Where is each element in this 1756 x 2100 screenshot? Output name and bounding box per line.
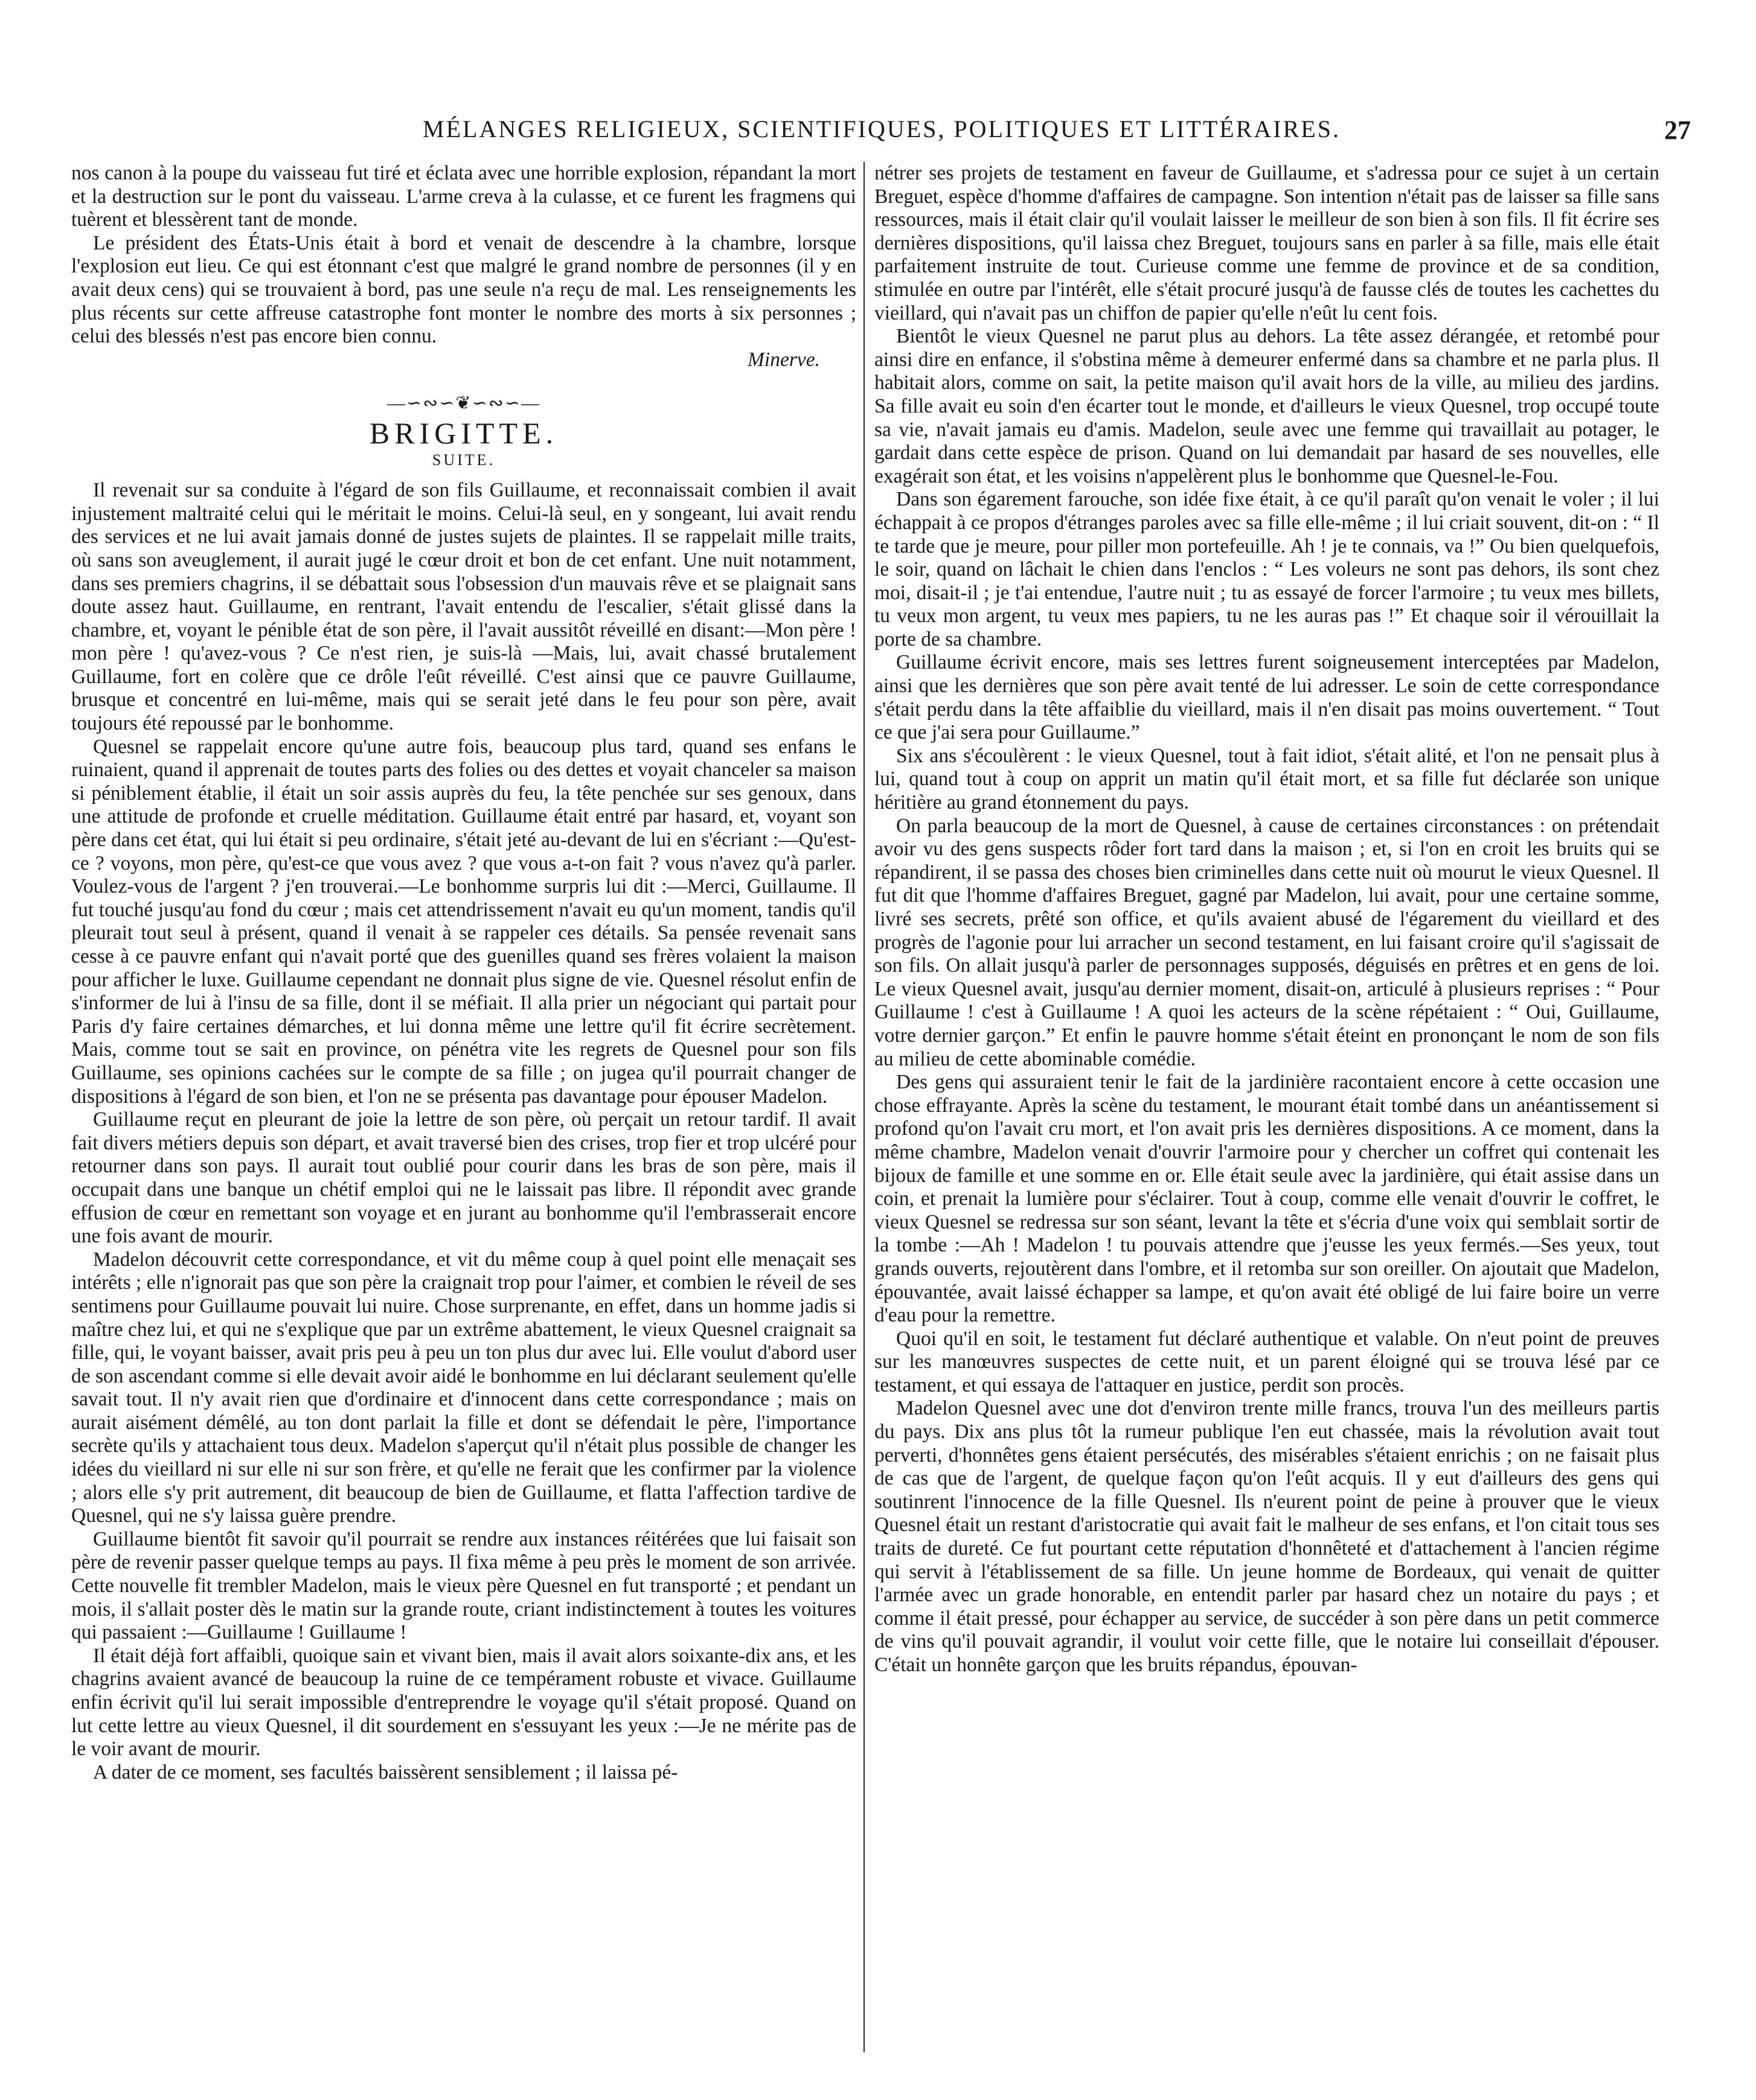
column-divider [864,162,865,2052]
ornamental-divider: —∽∾∽❦∽∾∽— [387,393,540,414]
source-signature: Minerve. [748,348,820,371]
news-paragraph: Le président des États-Unis était à bord et venait de descendre à la chambre, lorsque l'explosion eut lieu. Ce qui est étonnant c'est que malgré le grand nombre de personnes (il y en avait deux cens) qui se trouvaient à bord, pas une seule n'a reçu de mal. Les renseignements les plus récents sur cette affreuse catastrophe font monter le nombre des morts à six personnes ; celui des blessés n'est pas encore bien connu. [71,231,856,348]
story-paragraph: Quesnel se rappelait encore qu'une autre fois, beaucoup plus tard, quand ses enfans le ruinaient, quand il apprenait de toutes parts des folies ou des dettes et voyait chanceler sa maison si péniblement établie, il était un soir assis auprès du feu, la tête penchée sur ses genoux, dans une attitude de profonde et cruelle méditation. Guillaume était entré par hasard, et, voyant son père dans cet état, qui lui était si peu ordinaire, s'était jeté au-devant de lui en s'écriant :—Qu'est-ce ? voyons, mon père, qu'est-ce que vous avez ? que vous a-t-on fait ? vous n'avez qu'à parler. Voulez-vous de l'argent ? j'en trouverai.—Le bonhomme surpris lui dit :—Merci, Guillaume. Il fut touché jusqu'au fond du cœur ; mais cet attendrissement n'avait eu qu'un moment, tandis qu'il pleurait tout seul à présent, quand il venait à se rappeler ces détails. Sa pensée revenait sans cesse à ce pauvre enfant qui n'avait porté que des guenilles quand ses frères volaient la maison pour afficher le luxe. Guillaume cependant ne donnait plus signe de vie. Quesnel résolut enfin de s'informer de lui à l'insu de sa fille, dont il se méfiait. Il alla prier un négociant qui partait pour Paris d'y faire certaines démarches, et lui donna même une lettre qu'il fit écrire secrètement. Mais, comme tout se sait en province, on pénétra vite les regrets de Quesnel pour son fils Guillaume, ses opinions cachées sur le compte de sa fille ; on jugea qu'il pourrait changer de dispositions à l'égard de son bien, et l'on ne se présenta pas davantage pour épouser Madelon. [71,735,856,1108]
story-paragraph: Madelon découvrit cette correspondance, et vit du même coup à quel point elle menaçait ses intérêts ; elle n'ignorait pas que son père la craignait trop pour l'aimer, et combien le réveil de ses sentimens pour Guillaume pouvait lui nuire. Chose surprenante, en effet, dans un homme jadis si maître chez lui, et qui ne s'explique que par un extrême abattement, le vieux Quesnel craignait sa fille, qui, le voyant baisser, avait pris peu à peu un ton plus dur avec lui. Elle voulut d'abord user de son ascendant comme si elle devait avoir aidé le bonhomme en lui déclarant seulement qu'elle savait tout. Il n'y avait rien que d'ordinaire et d'innocent dans cette correspondance ; mais on aurait aisément démêlé, au ton dont parlait la fille et dont se défendait le père, l'importance secrète qu'ils y attachaient tous deux. Madelon s'aperçut qu'il n'était plus possible de changer les idées du vieillard ni sur elle ni sur son frère, et qu'elle ne ferait que les confirmer par la violence ; alors elle s'y prit autrement, dit beaucoup de bien de Guillaume, et flatta l'affection tardive de Quesnel, qui ne s'y laissa guère prendre. [71,1248,856,1527]
story-paragraph: Dans son égarement farouche, son idée fixe était, à ce qu'il paraît qu'on venait le voler ; il lui échappait à ce propos d'étranges paroles avec sa fille elle-même ; il lui criait souvent, dit-on : “ Il te tarde que je meure, pour piller mon portefeuille. Ah ! je te connais, va !” Ou bien quelquefois, le soir, quand on lâchait le chien dans l'enclos : “ Les voleurs ne sont pas dehors, ils sont chez moi, disait-il ; je t'ai entendue, l'autre nuit ; tu as essayé de forcer l'armoire ; tu veux mes billets, tu veux mon argent, tu veux mes papiers, tu ne les auras pas !” Et chaque soir il vérouillait la porte de sa chambre. [874,488,1659,650]
story-paragraph: Il était déjà fort affaibli, quoique sain et vivant bien, mais il avait alors soixante-dix ans, et les chagrins avaient avancé de beaucoup la ruine de ce tempérament robuste et vivace. Guillaume enfin écrivit qu'il lui serait impossible d'entreprendre le voyage qu'il s'était proposé. Quand on lut cette lettre au vieux Quesnel, il dit sourdement en s'essuyant les yeux :—Je ne mérite pas de le voir avant de mourir. [71,1644,856,1761]
running-title: MÉLANGES RELIGIEUX, SCIENTIFIQUES, POLITIQUES ET LITTÉRAIRES. [423,115,1341,143]
right-column [874,162,1659,2052]
story-paragraph: Bientôt le vieux Quesnel ne parut plus au dehors. La tête assez dérangée, et retombé pour ainsi dire en enfance, il s'obstina même à demeurer enfermé dans sa chambre et ne parla plus. Il habitait alors, comme on sait, la petite maison qu'il avait hors de la ville, au milieu des jardins. Sa fille avait eu soin d'en écarter tout le monde, et d'ailleurs le vieux Quesnel, trop occupé toute sa vie, n'avait jamais eu d'amis. Madelon, seule avec une femme qui travaillait au potager, le gardait dans cette espèce de prison. Quand on lui demandait par hasard de ses nouvelles, elle exagérait son état, et les voisins n'appelèrent plus le bonhomme que Quesnel-le-Fou. [874,325,1659,487]
story-paragraph: Il revenait sur sa conduite à l'égard de son fils Guillaume, et reconnaissait combien il avait injustement maltraité celui qui le méritait le moins. Celui-là seul, en y songeant, lui avait rendu des services et ne lui avait jamais donné de justes sujets de plaintes. Il se rappelait mille traits, où sans son aveuglement, il aurait jugé le cœur droit et bon de cet enfant. Une nuit notamment, dans ses premiers chagrins, il se débattait sous l'obsession d'un mauvais rêve et se plaignait sans doute assez haut. Guillaume, en rentrant, l'avait entendu de l'escalier, s'était glissé dans la chambre, et, voyant le pénible état de son père, il l'avait aussitôt réveillé en disant:—Mon père ! mon père ! qu'avez-vous ? Ce n'est rien, je suis-là —Mais, lui, avait chassé brutalement Guillaume, fort en colère que ce drôle l'eût réveillé. C'est ainsi que ce pauvre Guillaume, brusque et concentré en lui-même, mais qui se serait jeté dans le feu pour son père, avait toujours été repoussé par le bonhomme. [71,479,856,735]
story-paragraph: nétrer ses projets de testament en faveur de Guillaume, et s'adressa pour ce sujet à un certain Breguet, espèce d'homme d'affaires de campagne. Son intention n'était pas de laisser sa fille sans ressources, mais il était clair qu'il voulait laisser le meilleur de son bien à son fils. Il fit écrire ses dernières dispositions, qu'il laissa chez Breguet, toujours sans en parler à sa fille, mais elle était parfaitement instruite de tout. Curieuse comme une femme de province et de sa condition, stimulée en outre par l'intérêt, elle s'était procuré jusqu'à de fausse clés de toutes les cachettes du vieillard, qui n'avait pas un chiffon de papier qu'elle n'eût lu cent fois. [874,162,1659,324]
page-header [72,115,1691,157]
news-paragraph: nos canon à la poupe du vaisseau fut tiré et éclata avec une horrible explosion, répandant la mort et la destruction sur le pont du vaisseau. L'arme creva à la culasse, et ce furent les fragmens qui tuèrent et blessèrent tant de monde. [71,162,856,231]
left-column [71,162,856,2052]
story-paragraph: Guillaume bientôt fit savoir qu'il pourrait se rendre aux instances réitérées que lui faisait son père de revenir passer quelque temps au pays. Il fixa même à peu près le moment de son arrivée. Cette nouvelle fit trembler Madelon, mais le vieux père Quesnel en fut transporté ; et pendant un mois, il s'allait poster dès le matin sur la grande route, criant indistinctement à toutes les voitures qui passaient :—Guillaume ! Guillaume ! [71,1527,856,1644]
article-title: BRIGITTE. [369,416,559,450]
story-paragraph: Guillaume reçut en pleurant de joie la lettre de son père, où perçait un retour tardif. Il avait fait divers métiers depuis son départ, et avait traversé bien des crises, trop fier et trop ulcéré pour retourner dans son pays. Il aurait tout oublié pour courir dans les bras de son père, mais il occupait dans une banque un chétif emploi qui ne le laissait pas libre. Il répondit avec grande effusion de cœur en remettant son voyage et en jurant au bonhomme qu'il l'embrasserait encore une fois avant de mourir. [71,1108,856,1248]
story-paragraph: Madelon Quesnel avec une dot d'environ trente mille francs, trouva l'un des meilleurs partis du pays. Dix ans plus tôt la rumeur publique l'en eut chassée, mais la révolution avait tout perverti, d'honnêtes gens étaient persécutés, des misérables s'étaient enrichis ; on ne faisait plus de cas que de l'argent, de quelque façon qu'on l'eût acquis. Il y eut d'ailleurs des gens qui soutinrent l'innocence de la fille Quesnel. Ils n'eurent point de peine à prouver que le vieux Quesnel était un restant d'aristocratie qui avait fait le malheur de ses enfans, et l'on citait tous ses traits de dureté. Ce fut pourtant cette réputation d'honnêteté et d'attachement à l'ancien régime qui servit à l'établissement de sa fille. Un jeune homme de Bordeaux, qui venait de quitter l'armée avec un grade honorable, en entendit parler par hasard chez un notaire du pays ; et comme il était pressé, pour échapper au service, de succéder à son père dans un petit commerce de vins qu'il pouvait agrandir, il voulut voir cette fille, que le notaire lui conseillait d'épouser. C'était un honnête garçon que les bruits répandus, épouvan- [874,1397,1659,1676]
story-paragraph: Guillaume écrivit encore, mais ses lettres furent soigneusement interceptées par Madelon, ainsi que les dernières que son père avait tenté de lui adresser. Le soin de cette correspondance s'était perdu dans la tête affaiblie du vieillard, mais il n'en disait pas moins ouvertement. “ Tout ce que j'ai sera pour Guillaume.” [874,651,1659,744]
story-paragraph: On parla beaucoup de la mort de Quesnel, à cause de certaines circonstances : on prétendait avoir vu des gens suspects rôder fort tard dans la maison ; et, si l'on en croit les bruits qui se répandirent, il se passa des choses bien criminelles dans cette nuit où mourut le vieux Quesnel. Il fut dit que l'homme d'affaires Breguet, gagné par Madelon, lui avait, pour une certaine somme, livré ses secrets, prêté son office, et qu'ils avaient abusé de l'égarement du vieillard et des progrès de l'agonie pour lui arracher un second testament, en lui faisant croire qu'il s'agissait de son fils. On allait jusqu'à parler de personnages supposés, déguisés en prêtres et en gens de loi. Le vieux Quesnel avait, jusqu'au dernier moment, disait-on, articulé à plusieurs reprises : “ Pour Guillaume ! c'est à Guillaume ! A quoi les acteurs de la scène répétaient : “ Oui, Guillaume, votre dernier garçon.” Et enfin le pauvre homme s'était éteint en prononçant le nom de son fils au milieu de cette abominable comédie. [874,814,1659,1070]
story-paragraph: Quoi qu'il en soit, le testament fut déclaré authentique et valable. On n'eut point de preuves sur les manœuvres suspectes de cette nuit, et un parent éloigné qui se trouva lésé par ce testament, et qui essaya de l'attaquer en justice, perdit son procès. [874,1327,1659,1396]
page-number: 27 [1664,115,1691,145]
story-paragraph: Six ans s'écoulèrent : le vieux Quesnel, tout à fait idiot, s'était alité, et l'on ne pensait plus à lui, quand tout à coup on apprit un matin qu'il était mort, et sa fille fut déclarée son unique héritière au grand étonnement du pays. [874,744,1659,814]
article-subtitle: SUITE. [432,451,496,469]
story-paragraph: A dater de ce moment, ses facultés baissèrent sensiblement ; il laissa pé- [93,1761,678,1784]
story-paragraph: Des gens qui assuraient tenir le fait de la jardinière racontaient encore à cette occasion une chose effrayante. Après la scène du testament, le mourant était tombé dans un anéantissement si profond qu'on l'avait cru mort, et l'on avait pris les dernières dispositions. A ce moment, dans la même chambre, Madelon venait d'ouvrir l'armoire pour y chercher un coffret qui contenait les bijoux de famille et une somme en or. Elle était seule avec la jardinière, qui était assise dans un coin, et prenait la lumière pour s'éclairer. Tout à coup, comme elle venait d'ouvrir le coffret, le vieux Quesnel se redressa sur son séant, levant la tête et s'écria d'une voix qui semblait sortir de la tombe :—Ah ! Madelon ! tu pouvais attendre que j'eusse les yeux fermés.—Ses yeux, tout grands ouverts, rejoutèrent dans l'ombre, et il retomba sur son oreiller. On ajoutait que Madelon, épouvantée, avait laissé échapper sa lampe, et qu'on avait été obligé de lui faire boire un verre d'eau pour la remettre. [874,1071,1659,1327]
